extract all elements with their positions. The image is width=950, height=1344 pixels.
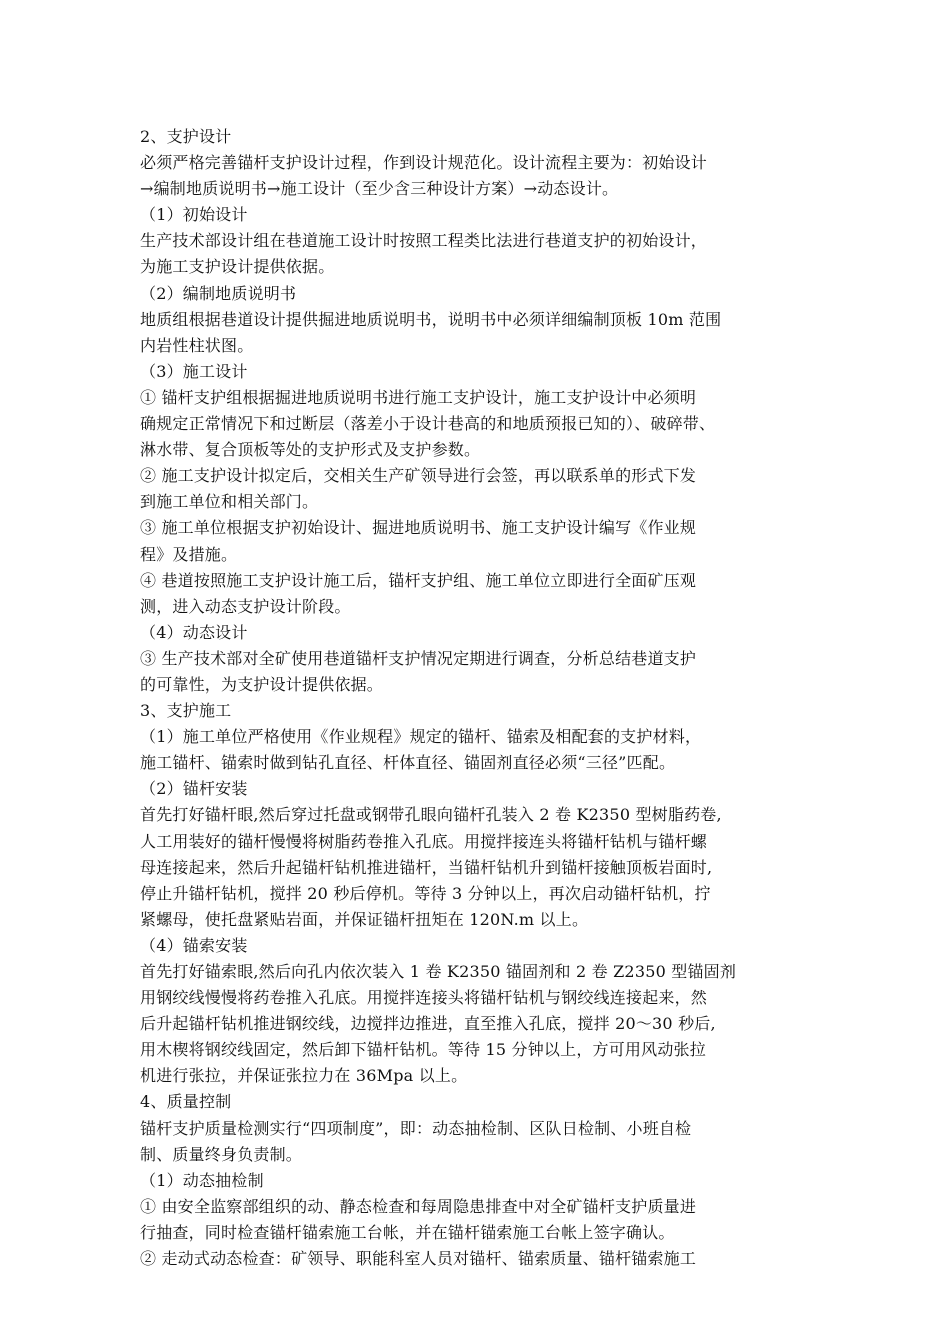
body-text-line: 制、质量终身负责制。 — [140, 1144, 303, 1164]
subsection-heading: （1）施工单位严格使用《作业规程》规定的锚杆、锚索及相配套的支护材料， — [140, 727, 702, 747]
section-heading: 2、支护设计 — [140, 127, 232, 146]
body-text-line: 停止升锚杆钻机，搅拌 20 秒后停机。等待 3 分钟以上，再次启动锚杆钻机，拧 — [140, 883, 711, 903]
body-text-line: 首先打好锚索眼,然后向孔内依次装入 1 卷 K2350 锚固剂和 2 卷 Z2350 型锚固剂 — [140, 962, 737, 981]
subsection-heading: （1）动态抽检制 — [140, 1170, 264, 1190]
body-text-line: 首先打好锚杆眼,然后穿过托盘或钢带孔眼向锚杆孔装入 2 卷 K2350 型树脂药卷, — [140, 805, 722, 825]
subsection-heading: （3）施工设计 — [140, 361, 248, 381]
body-text-line: 程》及措施。 — [140, 544, 238, 564]
subsection-heading: （4）锚索安装 — [140, 935, 248, 955]
subsection-heading: （4）动态设计 — [140, 622, 248, 642]
subsection-heading: （1）初始设计 — [140, 205, 248, 225]
body-text-line: 用钢绞线慢慢将药卷推入孔底。用搅拌连接头将锚杆钻机与钢绞线连接起来，然 — [140, 988, 708, 1008]
body-text-line: 到施工单位和相关部门。 — [140, 492, 319, 512]
body-text-line: 生产技术部设计组在巷道施工设计时按照工程类比法进行巷道支护的初始设计， — [140, 231, 708, 251]
body-text-line: 的可靠性，为支护设计提供依据。 — [140, 674, 384, 694]
body-text-line: ③ 施工单位根据支护初始设计、掘进地质说明书、施工支护设计编写《作业规 — [140, 518, 697, 538]
body-text-line: 紧螺母，使托盘紧贴岩面，并保证锚杆扭矩在 120N.m 以上。 — [140, 909, 589, 929]
body-text-line: 淋水带、复合顶板等处的支护形式及支护参数。 — [140, 440, 481, 460]
body-text-line: 确规定正常情况下和过断层（落差小于设计巷高的和地质预报已知的）、破碎带、 — [140, 414, 716, 434]
body-text-line: ① 由安全监察部组织的动、静态检查和每周隐患排查中对全矿锚杆支护质量进 — [140, 1196, 697, 1216]
body-text-line: 人工用装好的锚杆慢慢将树脂药卷推入孔底。用搅拌接连头将锚杆钻机与锚杆螺 — [140, 831, 708, 851]
body-text-line: 母连接起来，然后升起锚杆钻机推进锚杆，当锚杆钻机升到锚杆接触顶板岩面时, — [140, 857, 713, 877]
body-text-line: 机进行张拉，并保证张拉力在 36Mpa 以上。 — [140, 1066, 468, 1086]
body-text-line: ④ 巷道按照施工支护设计施工后，锚杆支护组、施工单位立即进行全面矿压观 — [140, 570, 697, 590]
body-text-line: ③ 生产技术部对全矿使用巷道锚杆支护情况定期进行调查，分析总结巷道支护 — [140, 648, 697, 668]
body-text-line: 必须严格完善锚杆支护设计过程，作到设计规范化。设计流程主要为：初始设计 — [140, 153, 708, 173]
subsection-heading: （2）编制地质说明书 — [140, 283, 297, 303]
subsection-heading: （2）锚杆安装 — [140, 779, 248, 799]
section-heading: 3、支护施工 — [140, 701, 232, 721]
body-text-line: 行抽查，同时检查锚杆锚索施工台帐，并在锚杆锚索施工台帐上签字确认。 — [140, 1222, 675, 1242]
body-text-line: 施工锚杆、锚索时做到钻孔直径、杆体直径、锚固剂直径必须“三径”匹配。 — [140, 753, 676, 773]
body-text-line: →编制地质说明书→施工设计（至少含三种设计方案）→动态设计。 — [140, 179, 619, 199]
body-text-line: 为施工支护设计提供依据。 — [140, 257, 335, 277]
body-text-line: 用木楔将钢绞线固定，然后卸下锚杆钻机。等待 15 分钟以上，方可用风动张拉 — [140, 1040, 706, 1060]
body-text-line: ② 施工支护设计拟定后，交相关生产矿领导进行会签，再以联系单的形式下发 — [140, 466, 697, 486]
section-heading: 4、质量控制 — [140, 1092, 232, 1112]
body-text-line: ① 锚杆支护组根据掘进地质说明书进行施工支护设计，施工支护设计中必须明 — [140, 387, 697, 407]
body-text-line: 地质组根据巷道设计提供掘进地质说明书，说明书中必须详细编制顶板 10m 范围 — [140, 309, 722, 329]
document-body — [140, 124, 830, 1272]
body-text-line: ② 走动式动态检查：矿领导、职能科室人员对锚杆、锚索质量、锚杆锚索施工 — [140, 1249, 697, 1269]
body-text-line: 内岩性柱状图。 — [140, 335, 254, 355]
body-text-line: 测，进入动态支护设计阶段。 — [140, 596, 351, 616]
body-text-line: 锚杆支护质量检测实行“四项制度”，即：动态抽检制、区队日检制、小班自检 — [140, 1118, 692, 1138]
body-text-line: 后升起锚杆钻机推进钢绞线，边搅拌边推进，直至推入孔底，搅拌 20～30 秒后, — [140, 1014, 716, 1034]
